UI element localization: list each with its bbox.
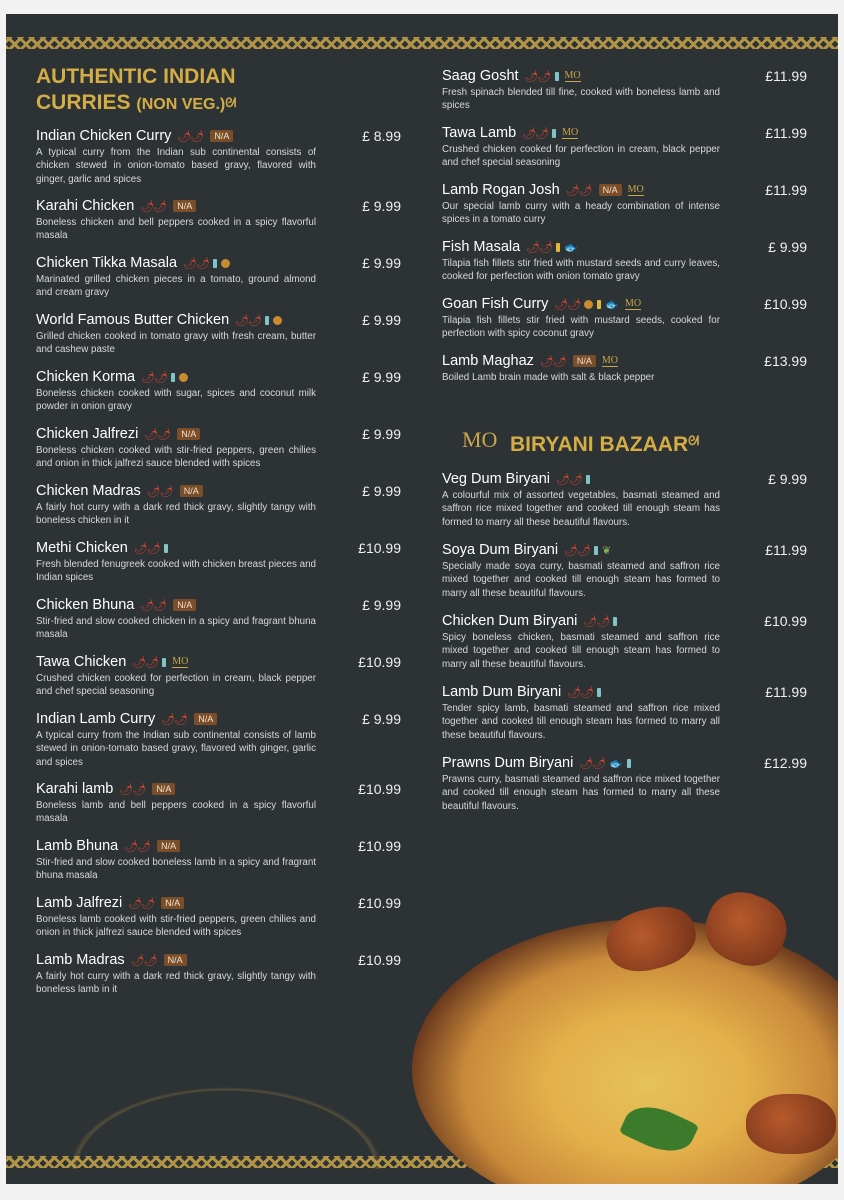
item-description: Prawns curry, basmati steamed and saffron rice mixed together and cooked till enough steam has formed to marry all these beautiful flavours. bbox=[442, 774, 720, 812]
item-name: Veg Dum Biryani bbox=[442, 471, 550, 487]
menu-item bbox=[36, 893, 401, 950]
na-badge: N/A bbox=[180, 485, 203, 497]
na-badge: N/A bbox=[210, 130, 233, 142]
biryani-column bbox=[442, 469, 807, 824]
item-name: Karahi lamb bbox=[36, 781, 114, 797]
nut-icon bbox=[221, 259, 230, 268]
curries-title-sub: (NON VEG.) bbox=[136, 96, 226, 113]
item-price: £10.99 bbox=[358, 654, 401, 670]
chili-icon: 🌶🌶 bbox=[177, 130, 204, 143]
item-name: Chicken Korma bbox=[36, 369, 136, 385]
item-name: Chicken Dum Biryani bbox=[442, 613, 578, 629]
chili-icon: 🌶🌶 bbox=[124, 840, 151, 853]
curries-title-line2: CURRIES bbox=[36, 91, 131, 114]
biryani-section-title bbox=[510, 433, 700, 457]
bottle-icon bbox=[613, 617, 617, 626]
menu-item bbox=[442, 66, 807, 123]
item-name: Chicken Madras bbox=[36, 483, 141, 499]
menu-item bbox=[442, 540, 807, 611]
item-price: £11.99 bbox=[765, 684, 807, 700]
fish-icon: 🐟 bbox=[564, 241, 578, 254]
item-price: £ 9.99 bbox=[362, 426, 401, 442]
item-name: Chicken Tikka Masala bbox=[36, 255, 178, 271]
item-name: Lamb Maghaz bbox=[442, 353, 534, 369]
item-price: £ 9.99 bbox=[362, 711, 401, 727]
item-price: £ 9.99 bbox=[768, 471, 807, 487]
item-price: £13.99 bbox=[764, 353, 807, 369]
chili-icon: 🌶🌶 bbox=[554, 298, 581, 311]
na-badge: N/A bbox=[573, 355, 596, 367]
menu-item bbox=[36, 310, 401, 367]
na-badge: N/A bbox=[157, 840, 180, 852]
item-description: Boneless chicken cooked with stir-fried peppers, green chilies and onion in thick jalfrezi sauce blended with spices bbox=[36, 445, 316, 470]
menu-item bbox=[442, 469, 807, 540]
item-description: Fresh spinach blended till fine, cooked with boneless lamb and spices bbox=[442, 87, 720, 112]
item-description: Tilapia fish fillets stir fried with mustard seeds and curry leaves, cooked for perfection with onion tomato gravy bbox=[442, 258, 720, 283]
menu-page bbox=[6, 14, 838, 1184]
item-name: Saag Gosht bbox=[442, 68, 519, 84]
menu-item bbox=[442, 180, 807, 237]
item-description: Crushed chicken cooked for perfection in cream, black pepper and chef special seasoning bbox=[36, 673, 316, 698]
chili-icon: 🌶🌶 bbox=[141, 371, 168, 384]
bottle-icon bbox=[162, 658, 166, 667]
menu-item bbox=[36, 424, 401, 481]
chili-icon: 🌶🌶 bbox=[132, 656, 159, 669]
item-description: Tilapia fish fillets stir fried with mustard seeds, cooked for perfection with spicy coconut gravy bbox=[442, 315, 720, 340]
item-description: Boneless chicken and bell peppers cooked in a spicy flavorful masala bbox=[36, 217, 316, 242]
menu-item bbox=[442, 753, 807, 824]
ornamental-border-top bbox=[6, 37, 838, 49]
item-name: Indian Lamb Curry bbox=[36, 711, 156, 727]
menu-item bbox=[442, 237, 807, 294]
item-price: £ 9.99 bbox=[768, 239, 807, 255]
bottle-icon bbox=[597, 300, 601, 309]
nut-icon bbox=[179, 373, 188, 382]
item-price: £ 9.99 bbox=[362, 369, 401, 385]
chili-icon: 🌶🌶 bbox=[140, 200, 167, 213]
na-badge: N/A bbox=[173, 599, 196, 611]
bottle-icon bbox=[213, 259, 217, 268]
fish-icon: 🐟 bbox=[605, 298, 620, 311]
item-description: Boneless chicken cooked with sugar, spices and coconut milk powder in onion gravy bbox=[36, 388, 316, 413]
bottle-icon bbox=[556, 243, 560, 252]
item-price: £ 9.99 bbox=[362, 312, 401, 328]
na-badge: N/A bbox=[177, 428, 200, 440]
item-name: World Famous Butter Chicken bbox=[36, 312, 230, 328]
item-price: £10.99 bbox=[764, 613, 807, 629]
item-price: £10.99 bbox=[358, 781, 401, 797]
item-price: £ 8.99 bbox=[362, 128, 401, 144]
item-price: £10.99 bbox=[358, 952, 401, 968]
item-price: £10.99 bbox=[764, 296, 807, 312]
chef-special-logo: MO bbox=[601, 355, 618, 366]
chili-icon: 🌶🌶 bbox=[565, 184, 592, 197]
chili-icon: 🌶🌶 bbox=[183, 257, 209, 270]
chili-icon: 🌶🌶 bbox=[524, 70, 551, 83]
nut-icon bbox=[273, 316, 282, 325]
chili-icon: 🌶🌶 bbox=[522, 127, 549, 140]
menu-item bbox=[36, 950, 401, 1007]
menu-item bbox=[36, 367, 401, 424]
item-price: £ 9.99 bbox=[362, 198, 401, 214]
bottle-icon bbox=[627, 759, 631, 768]
leaf-icon: ❦ bbox=[601, 544, 612, 557]
menu-item bbox=[36, 836, 401, 893]
item-description: A colourful mix of assorted vegetables, basmati steamed and saffron rice mixed together and cooked till enough steam has formed to marry all these beautiful flavours. bbox=[442, 490, 720, 528]
item-description: A typical curry from the Indian sub continental consists of chicken stewed in onion-tomato based gravy, flavored with ginger, garlic and spices bbox=[36, 147, 316, 185]
chef-special-logo: MO bbox=[562, 127, 579, 138]
item-price: £ 9.99 bbox=[362, 483, 401, 499]
item-price: £10.99 bbox=[358, 540, 401, 556]
menu-item bbox=[36, 595, 401, 652]
biryani-title-text: BIRYANI BAZAAR bbox=[510, 433, 689, 456]
item-description: Stir-fried and slow cooked chicken in a spicy and fragrant bhuna masala bbox=[36, 616, 316, 641]
item-name: Prawns Dum Biryani bbox=[442, 755, 574, 771]
bottle-icon bbox=[597, 688, 601, 697]
chili-icon: 🌶🌶 bbox=[146, 485, 173, 498]
swirl-icon: ᘛ bbox=[225, 95, 237, 110]
menu-item bbox=[36, 709, 401, 779]
curries-right-column bbox=[442, 66, 807, 408]
bottle-icon bbox=[265, 316, 269, 325]
curries-left-column bbox=[36, 126, 401, 1007]
item-name: Indian Chicken Curry bbox=[36, 128, 172, 144]
item-price: £11.99 bbox=[765, 542, 807, 558]
restaurant-logo: MO bbox=[462, 427, 498, 452]
menu-item bbox=[442, 294, 807, 351]
chili-icon: 🌶🌶 bbox=[526, 241, 553, 254]
chicken-piece-image bbox=[746, 1094, 836, 1154]
item-description: Crushed chicken cooked for perfection in cream, black pepper and chef special seasoning bbox=[442, 144, 720, 169]
curries-section-title bbox=[36, 64, 236, 118]
item-price: £11.99 bbox=[765, 68, 807, 84]
chef-special-logo: MO bbox=[564, 70, 581, 81]
item-name: Lamb Rogan Josh bbox=[442, 182, 560, 198]
menu-item bbox=[36, 652, 401, 709]
chili-icon: 🌶🌶 bbox=[144, 428, 171, 441]
item-name: Methi Chicken bbox=[36, 540, 128, 556]
item-description: Grilled chicken cooked in tomato gravy with fresh cream, butter and cashew paste bbox=[36, 331, 316, 356]
item-description: Fresh blended fenugreek cooked with chicken breast pieces and Indian spices bbox=[36, 559, 316, 584]
item-name: Fish Masala bbox=[442, 239, 521, 255]
chili-icon: 🌶🌶 bbox=[583, 615, 610, 628]
menu-item bbox=[36, 779, 401, 836]
item-price: £11.99 bbox=[765, 125, 807, 141]
item-name: Lamb Bhuna bbox=[36, 838, 119, 854]
item-description: Stir-fried and slow cooked boneless lamb in a spicy and fragrant bhuna masala bbox=[36, 857, 316, 882]
item-name: Soya Dum Biryani bbox=[442, 542, 559, 558]
item-name: Chicken Jalfrezi bbox=[36, 426, 139, 442]
item-description: Boneless lamb and bell peppers cooked in a spicy flavorful masala bbox=[36, 800, 316, 825]
chili-icon: 🌶🌶 bbox=[133, 542, 160, 555]
item-name: Tawa Lamb bbox=[442, 125, 517, 141]
chef-special-logo: MO bbox=[625, 298, 642, 309]
bottle-icon bbox=[555, 72, 559, 81]
chef-special-logo: MO bbox=[627, 184, 644, 195]
item-description: Boiled Lamb brain made with salt & black pepper bbox=[442, 372, 655, 383]
item-name: Lamb Dum Biryani bbox=[442, 684, 562, 700]
item-description: Marinated grilled chicken pieces in a tomato, ground almond and cream gravy bbox=[36, 274, 316, 299]
item-name: Goan Fish Curry bbox=[442, 296, 549, 312]
menu-item bbox=[36, 253, 401, 310]
item-price: £11.99 bbox=[765, 182, 807, 198]
item-description: Spicy boneless chicken, basmati steamed and saffron rice mixed together and cooked till enough steam has formed to marry all these beautiful flavours. bbox=[442, 632, 720, 670]
item-name: Lamb Jalfrezi bbox=[36, 895, 123, 911]
menu-item bbox=[36, 538, 401, 595]
swirl-icon: ᘛ bbox=[688, 433, 700, 448]
chili-icon: 🌶🌶 bbox=[556, 473, 582, 486]
nut-icon bbox=[584, 300, 593, 309]
item-description: Boneless lamb cooked with stir-fried peppers, green chilies and onion in thick jalfrezi sauce blended with spices bbox=[36, 914, 316, 939]
chili-icon: 🌶🌶 bbox=[564, 544, 590, 557]
na-badge: N/A bbox=[173, 200, 196, 212]
chili-icon: 🌶🌶 bbox=[130, 954, 157, 967]
menu-item bbox=[442, 351, 807, 408]
menu-item bbox=[442, 682, 807, 753]
item-name: Karahi Chicken bbox=[36, 198, 135, 214]
chili-icon: 🌶🌶 bbox=[161, 713, 188, 726]
item-name: Tawa Chicken bbox=[36, 654, 127, 670]
na-badge: N/A bbox=[161, 897, 184, 909]
item-description: Our special lamb curry with a heady combination of intense spices in a tomato curry bbox=[442, 201, 720, 226]
item-name: Chicken Bhuna bbox=[36, 597, 135, 613]
chili-icon: 🌶🌶 bbox=[140, 599, 167, 612]
chili-icon: 🌶🌶 bbox=[567, 686, 594, 699]
bottle-icon bbox=[171, 373, 175, 382]
item-description: Tender spicy lamb, basmati steamed and saffron rice mixed together and cooked till enough steam has formed to marry all these beautiful flavours. bbox=[442, 703, 720, 741]
chili-icon: 🌶🌶 bbox=[539, 355, 566, 368]
fish-icon: 🐟 bbox=[609, 757, 623, 770]
curries-title-line1: AUTHENTIC INDIAN bbox=[36, 65, 236, 88]
chili-icon: 🌶🌶 bbox=[128, 897, 155, 910]
item-price: £12.99 bbox=[764, 755, 807, 771]
item-description: A fairly hot curry with a dark red thick gravy, slightly tangy with boneless chicken in it bbox=[36, 502, 316, 527]
item-price: £10.99 bbox=[358, 838, 401, 854]
menu-item bbox=[36, 481, 401, 538]
item-price: £10.99 bbox=[358, 895, 401, 911]
decorative-arch bbox=[36, 1069, 416, 1169]
na-badge: N/A bbox=[152, 783, 175, 795]
menu-item bbox=[442, 123, 807, 180]
na-badge: N/A bbox=[599, 184, 622, 196]
na-badge: N/A bbox=[164, 954, 187, 966]
chili-icon: 🌶🌶 bbox=[579, 757, 606, 770]
item-description: A fairly hot curry with a dark red thick gravy, slightly tangy with boneless lamb in it bbox=[36, 971, 316, 996]
bottle-icon bbox=[586, 475, 590, 484]
item-description: A typical curry from the Indian sub continental consists of lamb stewed in onion-tomato based gravy, flavored with ginger, garlic and spices bbox=[36, 730, 316, 768]
bottle-icon bbox=[552, 129, 556, 138]
chili-icon: 🌶🌶 bbox=[119, 783, 146, 796]
item-description: Specially made soya curry, basmati steamed and saffron rice mixed together and cooked till enough steam has formed to marry all these beautiful flavours. bbox=[442, 561, 720, 599]
bottle-icon bbox=[164, 544, 168, 553]
bottle-icon bbox=[594, 546, 598, 555]
na-badge: N/A bbox=[194, 713, 217, 725]
chili-icon: 🌶🌶 bbox=[235, 314, 262, 327]
menu-item bbox=[36, 196, 401, 253]
item-price: £ 9.99 bbox=[362, 255, 401, 271]
item-price: £ 9.99 bbox=[362, 597, 401, 613]
menu-item bbox=[442, 611, 807, 682]
menu-item bbox=[36, 126, 401, 196]
chef-special-logo: MO bbox=[172, 656, 189, 667]
item-name: Lamb Madras bbox=[36, 952, 125, 968]
